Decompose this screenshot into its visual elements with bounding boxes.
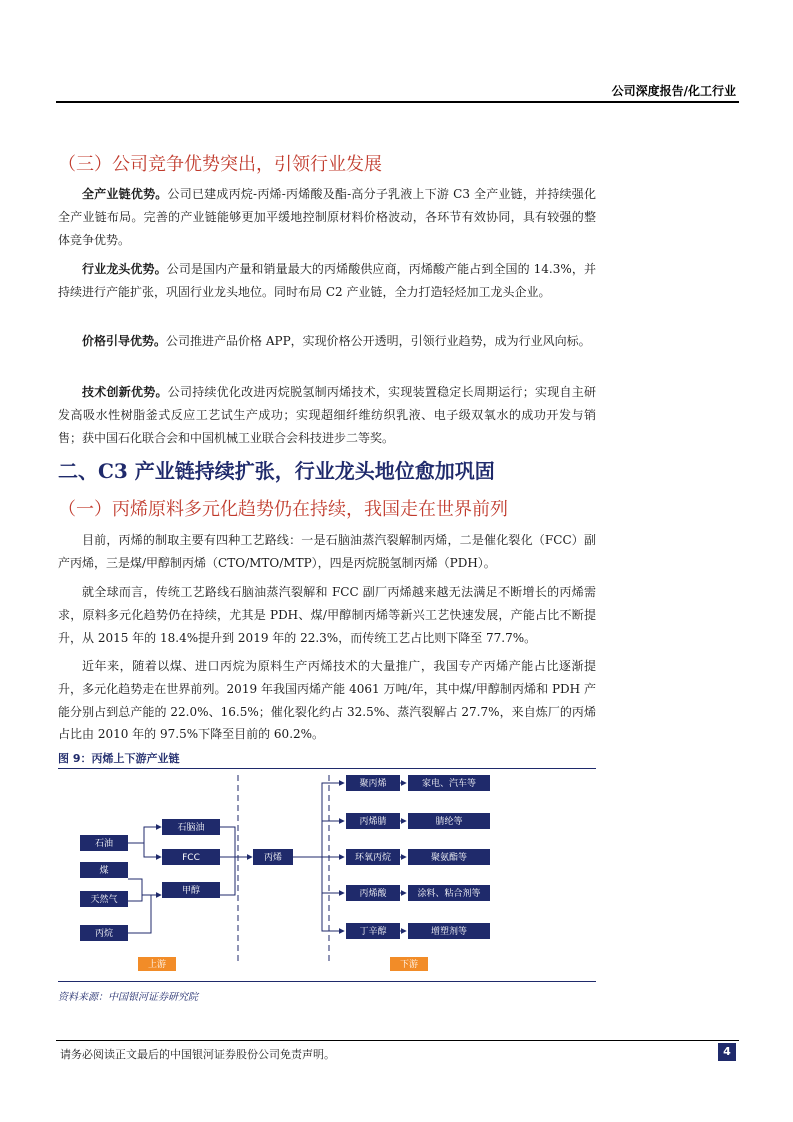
connector-line bbox=[322, 857, 344, 893]
paragraph-lead: 全产业链优势。 bbox=[82, 187, 168, 201]
paragraph-body: 公司是国内产量和销量最大的丙烯酸供应商，丙烯酸产能占到全国的 14.3%，并持续进行产能扩张，巩固行业龙头地位。同时布局 C2 产业链，全力打造轻烃加工龙头企业。 bbox=[58, 262, 596, 299]
paragraph-global: 就全球而言，传统工艺路线石脑油蒸汽裂解和 FCC 副厂丙烯越来越无法满足不断增长的丙烯需求，原料多元化趋势仍在持续，尤其是 PDH、煤/甲醇制丙烯等新兴工艺快速发展，产能占比不断提升，从 2015 年的 18.4%提升到 2019 年的 22.3%，而传统工艺占比则下降至 77.7%。 bbox=[58, 585, 596, 645]
connector-line bbox=[128, 827, 161, 843]
paragraph-body: 公司已建成丙烷-丙烯-丙烯酸及酯-高分子乳液上下游 C3 全产业链，并持续强化全产业链布局。完善的产业链能够更加平缓地控制原材料价格波动，各环节有效协同，具有较强的整体竞争优势。 bbox=[58, 187, 596, 247]
paragraph-lead: 价格引导优势。 bbox=[82, 334, 167, 348]
section-heading: （三）公司竞争优势突出，引领行业发展 bbox=[58, 154, 382, 175]
downstream-label: 下游 bbox=[399, 960, 419, 970]
header-title: 公司深度报告/化工行业 bbox=[611, 84, 736, 98]
derivative-label: 聚丙烯 bbox=[359, 779, 387, 789]
raw-material-label: 丙烷 bbox=[94, 929, 114, 939]
figure-title: 图 9：丙烯上下游产业链 bbox=[58, 752, 180, 765]
connector-line bbox=[220, 827, 252, 857]
paragraph-tech bbox=[58, 381, 596, 449]
supply-chain-diagram bbox=[58, 769, 596, 981]
connector-line bbox=[128, 879, 161, 895]
propylene-label: 丙烯 bbox=[263, 853, 283, 863]
paragraph-lead: 行业龙头优势。 bbox=[82, 262, 167, 276]
upstream-label: 上游 bbox=[147, 960, 167, 970]
page-number: 4 bbox=[718, 1043, 736, 1061]
paragraph-body: 公司持续优化改进丙烷脱氢制丙烯技术，实现装置稳定长周期运行；实现自主研发高吸水性树脂釜式反应工艺试生产成功；实现超细纤维纺织乳液、电子级双氧水的成功开发与销售；获中国石化联合会和中国机械工业联合会科技进步二等奖。 bbox=[58, 385, 596, 445]
end-use-label: 腈纶等 bbox=[435, 817, 463, 827]
process-label: 石脑油 bbox=[177, 823, 205, 833]
paragraph-china: 近年来，随着以煤、进口丙烷为原料生产丙烯技术的大量推广，我国专产丙烯产能占比逐渐提升，多元化趋势走在世界前列。2019 年我国丙烯产能 4061 万吨/年，其中煤/甲醇制丙烯和 PDH 产能分别占到总产能的 22.0%、16.5%；催化裂化约占 32.5%、蒸汽裂解占 27.7%，来自炼厂的丙烯占比由 2010 年的 97.5%下降至目前的 60.2%。 bbox=[58, 659, 596, 742]
connector-line bbox=[220, 857, 235, 895]
header-rule bbox=[56, 101, 739, 103]
paragraph-routes: 目前，丙烯的制取主要有四种工艺路线：一是石脑油蒸汽裂解制丙烯，二是催化裂化（FCC）副产丙烯，三是煤/甲醇制丙烯（CTO/MTO/MTP），四是丙烷脱氢制丙烯（PDH）。 bbox=[58, 533, 596, 570]
paragraph-body: 公司推进产品价格 APP，实现价格公开透明，引领行业趋势，成为行业风向标。 bbox=[166, 334, 591, 348]
process-label: FCC bbox=[182, 853, 200, 863]
raw-material-label: 天然气 bbox=[90, 895, 118, 905]
subsection-heading: （一）丙烯原料多元化趋势仍在持续，我国走在世界前列 bbox=[58, 499, 508, 520]
figure-bottom-rule bbox=[58, 981, 596, 982]
end-use-label: 涂料、粘合剂等 bbox=[417, 889, 481, 899]
connector-line bbox=[144, 843, 161, 857]
paragraph-leader bbox=[58, 258, 596, 304]
paragraph-price bbox=[58, 330, 596, 353]
derivative-label: 丙烯酸 bbox=[359, 889, 387, 899]
connector-line bbox=[322, 893, 344, 931]
connector-line bbox=[128, 895, 142, 901]
process-label: 甲醇 bbox=[181, 886, 201, 896]
end-use-label: 家电、汽车等 bbox=[421, 779, 477, 789]
end-use-label: 增塑剂等 bbox=[430, 927, 468, 937]
paragraph-full-chain bbox=[58, 183, 596, 251]
derivative-label: 丙烯腈 bbox=[359, 817, 387, 827]
connector-line bbox=[292, 783, 344, 857]
figure-source: 资料来源：中国银河证券研究院 bbox=[58, 992, 198, 1003]
connector-line bbox=[128, 864, 318, 947]
derivative-label: 丁辛醇 bbox=[359, 927, 387, 937]
footer-rule bbox=[56, 1040, 739, 1041]
raw-material-label: 石油 bbox=[94, 839, 114, 849]
paragraph-lead: 技术创新优势。 bbox=[82, 385, 168, 399]
footer-disclaimer: 请务必阅读正文最后的中国银河证券股份公司免责声明。 bbox=[60, 1048, 335, 1061]
derivative-label: 环氧丙烷 bbox=[354, 853, 392, 863]
end-use-label: 聚氨酯等 bbox=[430, 853, 468, 863]
raw-material-label: 煤 bbox=[99, 866, 109, 876]
chapter-heading: 二、C3 产业链持续扩张，行业龙头地位愈加巩固 bbox=[58, 459, 495, 483]
